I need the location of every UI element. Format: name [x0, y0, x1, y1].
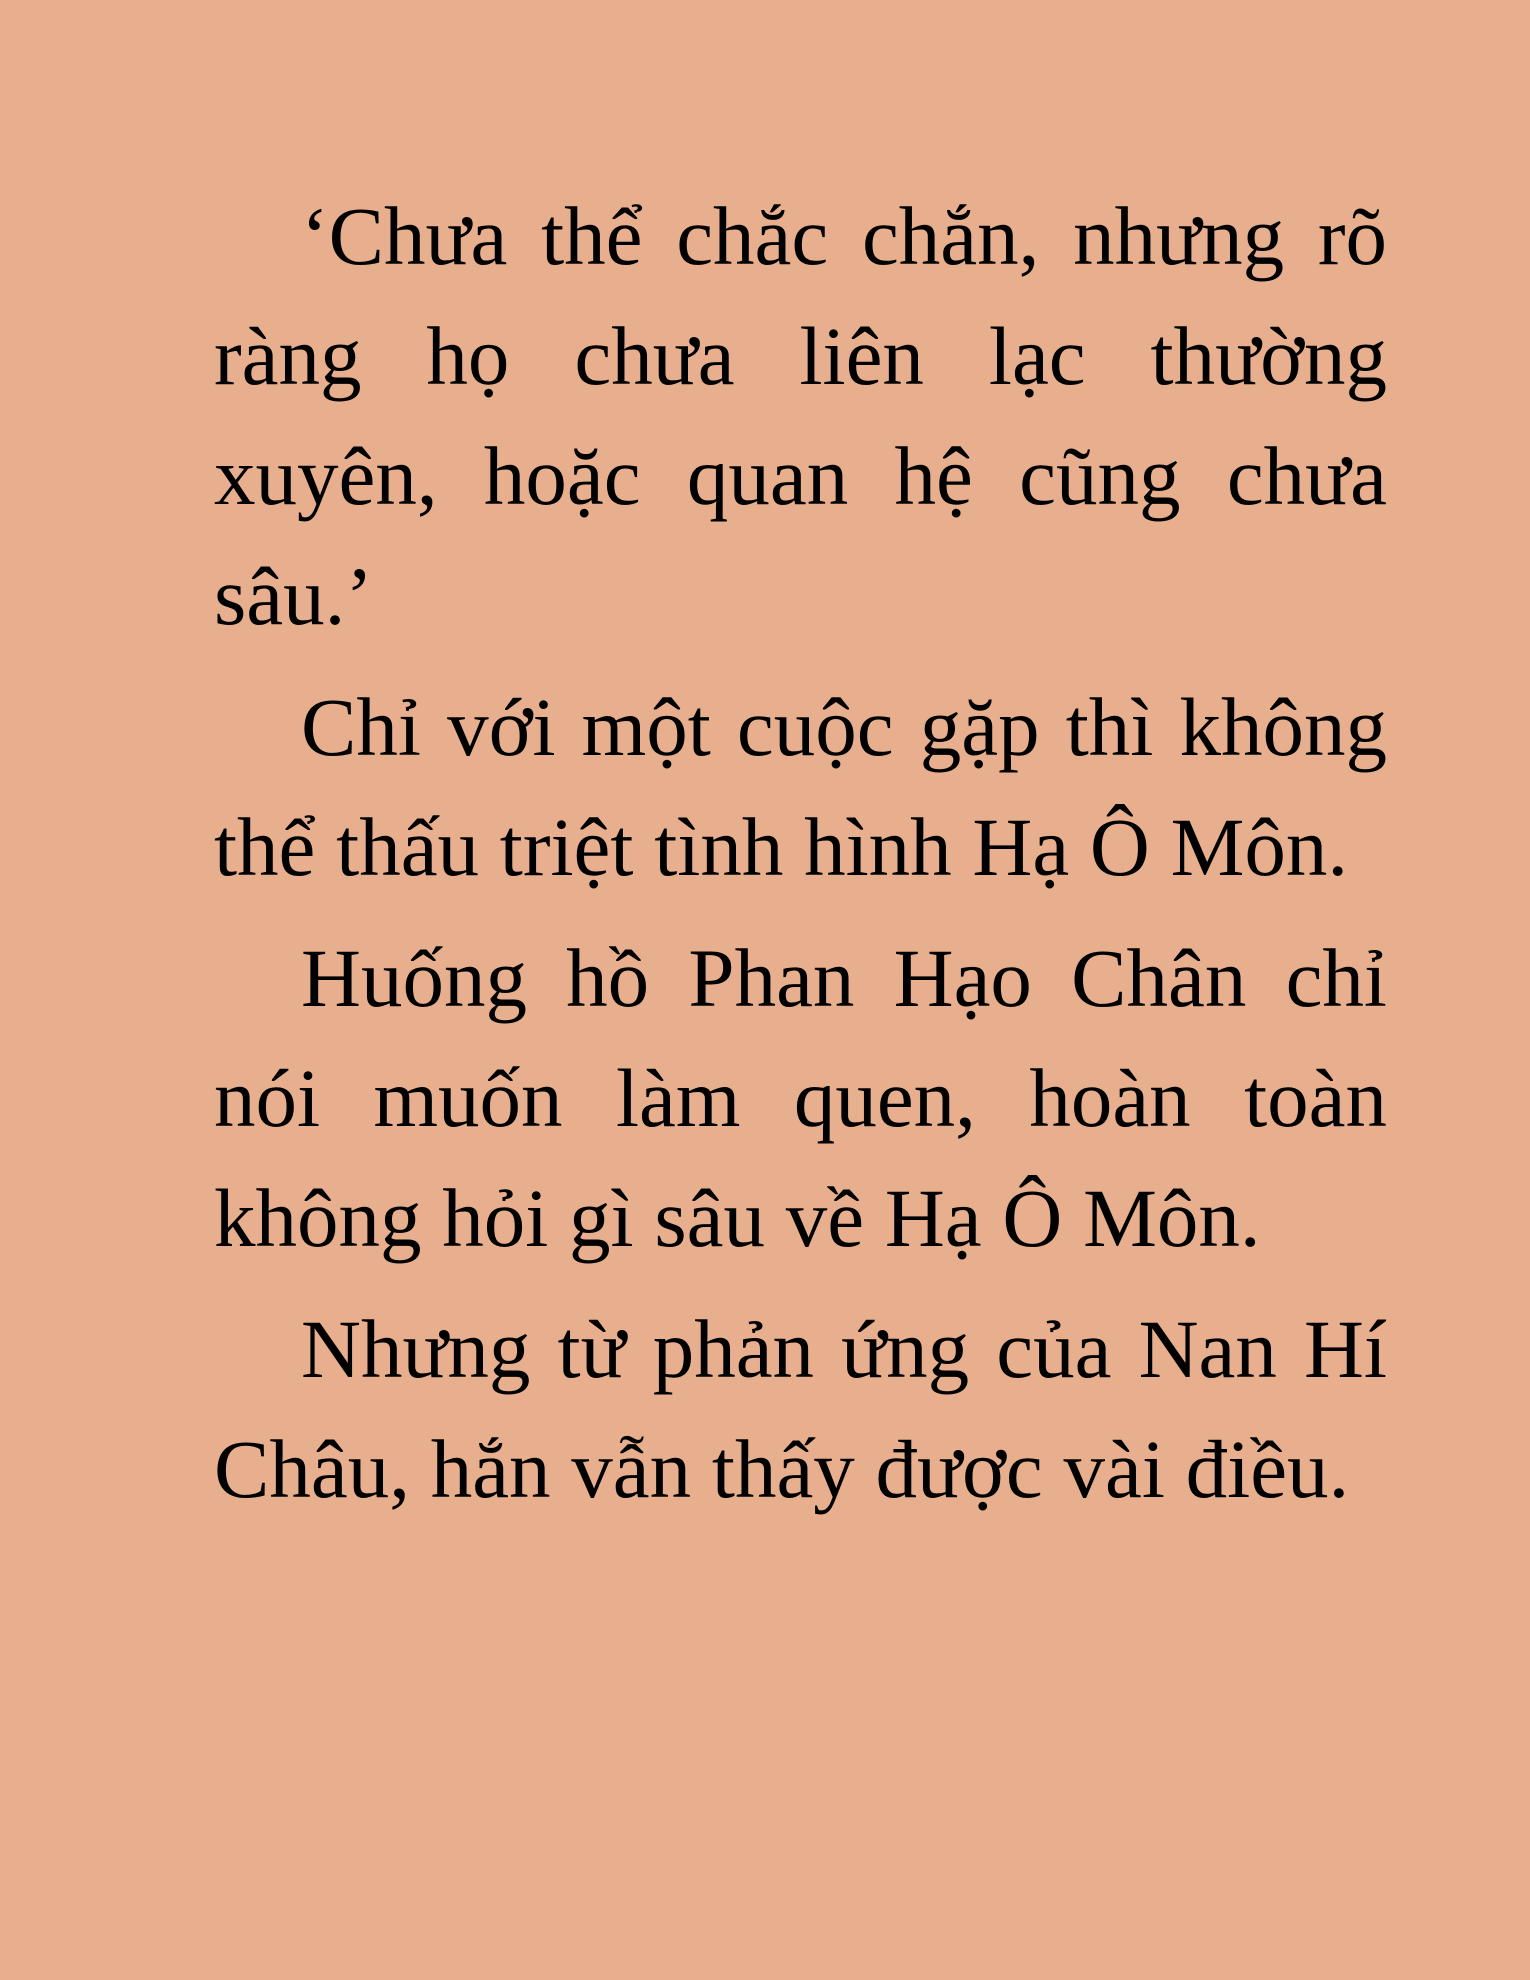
paragraph-3: Huống hồ Phan Hạo Chân chỉ nói muốn làm quen, hoàn toàn không hỏi gì sâu về Hạ Ô Môn.	[214, 932, 1387, 1264]
paragraph-2: Chỉ với một cuộc gặp thì không thể thấu triệt tình hình Hạ Ô Môn.	[214, 681, 1387, 893]
paragraph-1: ‘Chưa thể chắc chắn, nhưng rõ ràng họ chưa liên lạc thường xuyên, hoặc quan hệ cũng chưa sâu.’	[214, 190, 1387, 642]
paragraph-4: Nhưng từ phản ứng của Nan Hí Châu, hắn vẫn thấy được vài điều.	[214, 1303, 1387, 1515]
